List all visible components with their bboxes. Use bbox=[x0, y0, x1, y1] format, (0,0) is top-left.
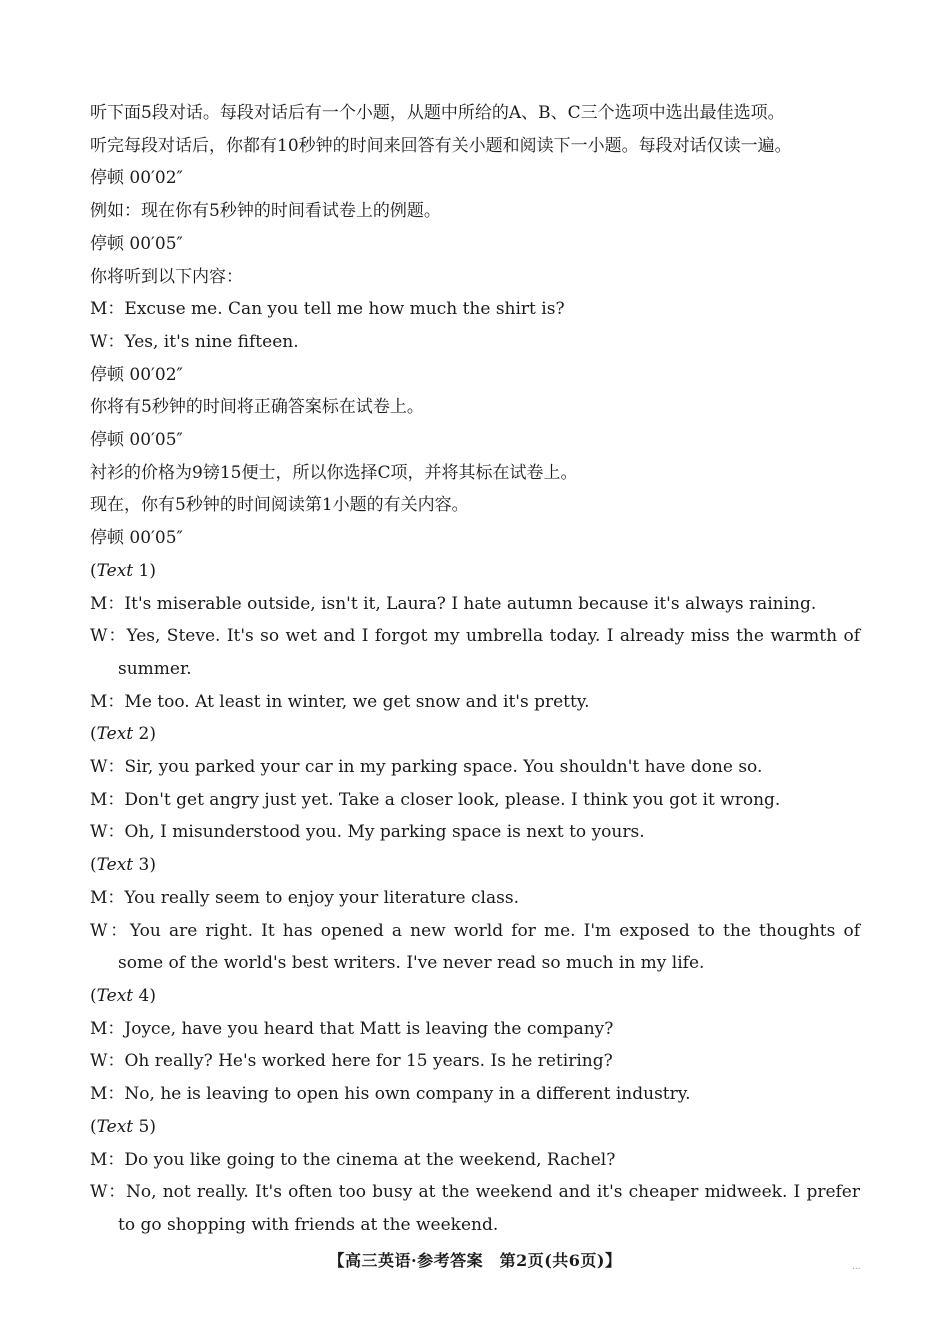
explanation-line: 衬衫的价格为9镑15便士，所以你选择C项，并将其标在试卷上。 bbox=[90, 462, 578, 483]
dialogue-line: W：Oh really? He's worked here for 15 years. Is he retiring? bbox=[90, 1051, 613, 1072]
text-heading: (Text 5) bbox=[90, 1116, 156, 1137]
dialogue-line: W：No, not really. It's often too busy at the weekend and it's cheaper midweek. I prefer to go shopping with friends at the weekend. bbox=[90, 1182, 860, 1235]
now-line: 现在，你有5秒钟的时间阅读第1小题的有关内容。 bbox=[90, 495, 469, 516]
pause-line: 停顿 00′05″ bbox=[90, 233, 183, 254]
corner-mark: ... bbox=[852, 1262, 861, 1272]
text-heading: (Text 1) bbox=[90, 560, 156, 581]
text-heading: (Text 2) bbox=[90, 724, 156, 745]
example-dialogue-m: M：Excuse me. Can you tell me how much the shirt is? bbox=[90, 299, 565, 320]
listening-script bbox=[90, 97, 860, 1242]
example-dialogue-w: W：Yes, it's nine fifteen. bbox=[90, 331, 299, 352]
dialogue-line: M：Joyce, have you heard that Matt is leaving the company? bbox=[90, 1018, 614, 1039]
instruction-line-2: 听完每段对话后，你都有10秒钟的时间来回答有关小题和阅读下一小题。每段对话仅读一遍。 bbox=[90, 135, 792, 156]
dialogue-line: W：Oh, I misunderstood you. My parking space is next to yours. bbox=[90, 822, 645, 843]
dialogue-line: M：Don't get angry just yet. Take a closer look, please. I think you got it wrong. bbox=[90, 789, 781, 810]
text-heading: (Text 4) bbox=[90, 985, 156, 1006]
dialogue-line: W：Yes, Steve. It's so wet and I forgot my umbrella today. I already miss the warmth of summer. bbox=[90, 626, 860, 679]
dialogue-line: W：Sir, you parked your car in my parking space. You shouldn't have done so. bbox=[90, 757, 763, 778]
dialogue-line: W：You are right. It has opened a new world for me. I'm exposed to the thoughts of some of the world's best writers. I've never read so much in my life. bbox=[90, 920, 860, 974]
pause-line: 停顿 00′05″ bbox=[90, 430, 183, 451]
pause-line: 停顿 00′02″ bbox=[90, 364, 183, 385]
instruction-line-1: 听下面5段对话。每段对话后有一个小题，从题中所给的A、B、C三个选项中选出最佳选项。 bbox=[90, 103, 785, 123]
pause-line: 停顿 00′05″ bbox=[90, 528, 183, 549]
dialogue-line: M：No, he is leaving to open his own company in a different industry. bbox=[90, 1084, 691, 1105]
dialogue-line: M：Me too. At least in winter, we get snow and it's pretty. bbox=[90, 691, 590, 712]
dialogue-line: M：Do you like going to the cinema at the weekend, Rachel? bbox=[90, 1149, 616, 1170]
example-line: 例如：现在你有5秒钟的时间看试卷上的例题。 bbox=[90, 201, 441, 222]
mark-answer-line: 你将有5秒钟的时间将正确答案标在试卷上。 bbox=[90, 397, 424, 418]
pause-line: 停顿 00′02″ bbox=[90, 168, 183, 189]
text-heading: (Text 3) bbox=[90, 855, 156, 876]
dialogue-line: M：It's miserable outside, isn't it, Laura? I hate autumn because it's always raining. bbox=[90, 593, 817, 614]
dialogue-line: M：You really seem to enjoy your literature class. bbox=[90, 887, 519, 908]
page-footer: 【高三英语·参考答案 第2页(共6页)】 bbox=[328, 1251, 622, 1270]
listen-line: 你将听到以下内容： bbox=[90, 266, 243, 287]
